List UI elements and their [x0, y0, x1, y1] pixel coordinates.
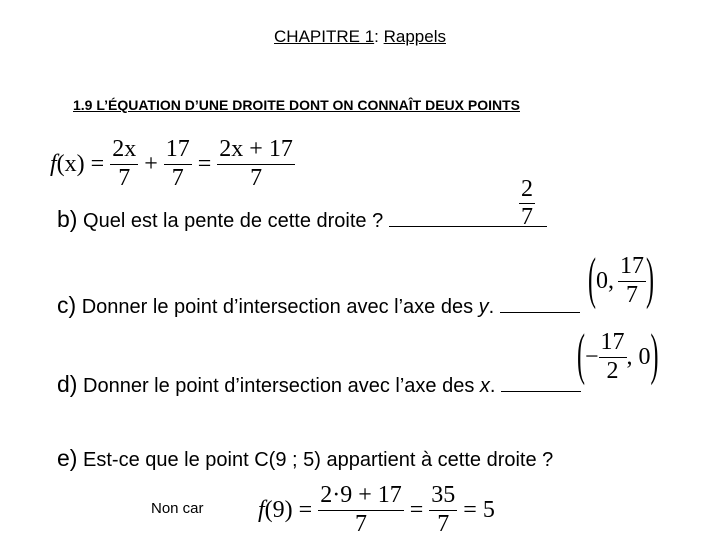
conclusion-eq1: =	[298, 496, 313, 523]
answer-c-den: 7	[626, 281, 638, 308]
answer-d-den: 2	[606, 357, 619, 384]
conclusion-func: f	[258, 496, 265, 523]
answer-c: ( 0, $\frac{17}{7}$ )	[588, 248, 654, 311]
conclusion-den2: 7	[437, 510, 450, 537]
question-e-text: Est-ce que le point C(9 ; 5) appartient à cette droite ?	[83, 449, 554, 471]
answer-c-first: 0,	[596, 267, 614, 294]
eq-result	[217, 137, 295, 190]
answer-blank-c	[500, 294, 580, 313]
eq-result-num: 2x + 17	[219, 136, 293, 163]
section-title: 1.9 L’ÉQUATION D’UNE DROITE DONT ON CONNAÎT DEUX POINTS	[73, 97, 520, 113]
eq-term1-den: 7	[118, 164, 131, 191]
eq-equals-2: =	[197, 150, 212, 177]
question-d-period: .	[489, 375, 496, 397]
question-d-var: x	[479, 375, 490, 397]
answer-d-sign: −	[585, 343, 599, 370]
conclusion-eq2: =	[409, 496, 424, 523]
question-c	[57, 292, 580, 319]
answer-b-den: 7	[521, 204, 533, 231]
answer-d-num: 17	[600, 329, 625, 356]
question-e	[57, 445, 553, 472]
conclusion-label: Non car	[151, 500, 204, 517]
question-b-text: Quel est la pente de cette droite ?	[83, 210, 384, 232]
question-d-letter: d)	[57, 371, 78, 397]
answer-d-second: , 0	[626, 343, 651, 370]
line-equation	[50, 134, 295, 194]
question-c-text: Donner le point d’intersection avec l’axe des	[81, 296, 479, 318]
question-c-letter: c)	[57, 292, 77, 318]
conclusion-num1: 2·9 + 17	[320, 482, 402, 509]
question-b-letter: b)	[57, 206, 78, 232]
eq-term1	[110, 137, 138, 190]
chapter-separator: :	[374, 27, 384, 46]
conclusion-equation	[258, 480, 495, 540]
conclusion-result: 5	[482, 496, 495, 523]
question-c-period: .	[488, 296, 495, 318]
question-d	[57, 371, 581, 398]
answer-blank-d	[501, 373, 581, 392]
eq-var: (x)	[56, 150, 85, 177]
chapter-title: Rappels	[383, 27, 446, 46]
question-d-text: Donner le point d’intersection avec l’axe des	[83, 375, 480, 397]
question-b	[57, 206, 547, 233]
question-e-letter: e)	[57, 445, 78, 471]
answer-b	[519, 177, 535, 230]
eq-term2	[164, 137, 192, 190]
eq-term1-num: 2x	[112, 136, 137, 163]
eq-result-den: 7	[250, 164, 263, 191]
answer-d: ( − $\frac{17}{2}$ , 0 )	[577, 324, 659, 387]
chapter-label: CHAPITRE 1	[274, 27, 375, 46]
answer-c-num: 17	[620, 253, 644, 280]
question-c-var: y	[478, 296, 489, 318]
conclusion-eq3: =	[463, 496, 477, 523]
eq-term2-num: 17	[165, 136, 190, 163]
chapter-header	[0, 27, 720, 47]
eq-equals-1: =	[90, 150, 105, 177]
conclusion-den1: 7	[354, 510, 367, 537]
conclusion-num2: 35	[431, 482, 456, 509]
answer-b-num: 2	[521, 176, 533, 202]
eq-plus: +	[144, 150, 158, 177]
conclusion-arg: (9)	[264, 496, 293, 523]
eq-term2-den: 7	[171, 164, 184, 191]
eq-func: f	[50, 150, 57, 177]
